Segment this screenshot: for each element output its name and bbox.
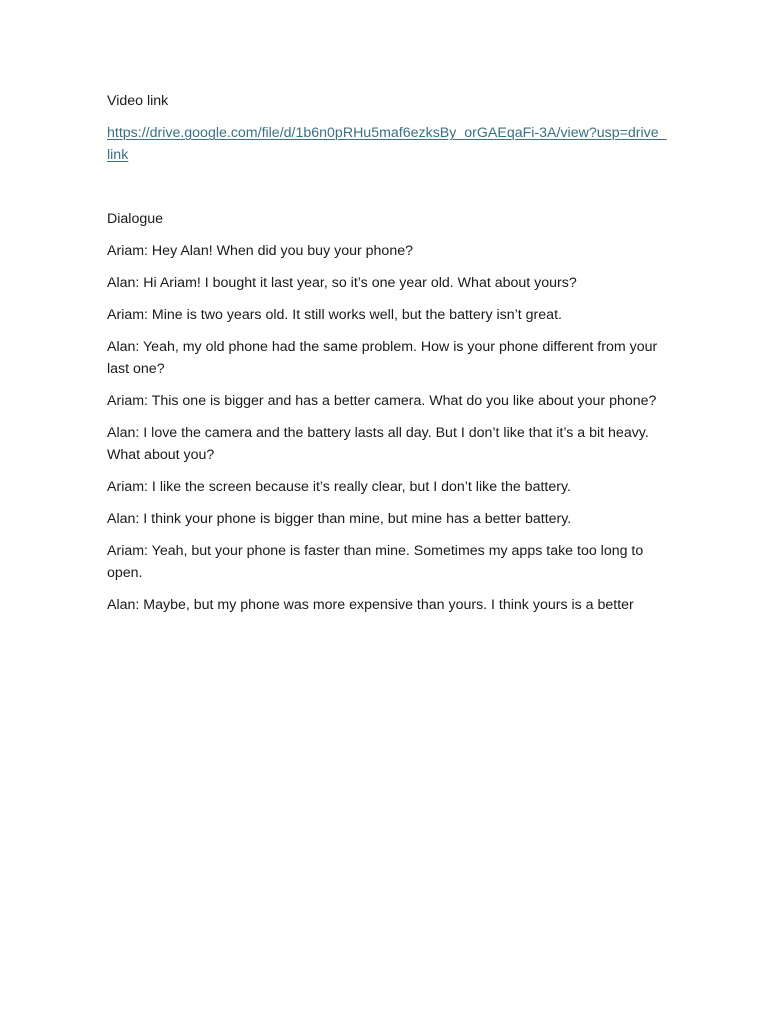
dialogue-line: Ariam: This one is bigger and has a better camera. What do you like about your phone? bbox=[107, 393, 657, 409]
document-content bbox=[107, 90, 667, 626]
dialogue-line: Alan: I think your phone is bigger than mine, but mine has a better battery. bbox=[107, 511, 572, 527]
video-link-label: Video link bbox=[107, 93, 169, 109]
dialogue-line: Ariam: Mine is two years old. It still works well, but the battery isn’t great. bbox=[107, 307, 562, 323]
dialogue-title: Dialogue bbox=[107, 211, 164, 227]
dialogue-line: Alan: I love the camera and the battery lasts all day. But I don’t like that it’s a bit heavy. What about you? bbox=[107, 425, 649, 463]
dialogue-line: Ariam: Yeah, but your phone is faster than mine. Sometimes my apps take too long to open. bbox=[107, 543, 644, 581]
video-link[interactable]: https://drive.google.com/file/d/1b6n0pRHu5maf6ezksBy_orGAEqaFi-3A/view?usp=drive_link bbox=[107, 125, 667, 163]
dialogue-line: Ariam: I like the screen because it’s really clear, but I don’t like the battery. bbox=[107, 479, 571, 495]
dialogue-line: Alan: Hi Ariam! I bought it last year, so it’s one year old. What about yours? bbox=[107, 275, 577, 291]
dialogue-line: Alan: Yeah, my old phone had the same problem. How is your phone different from your last one? bbox=[107, 339, 658, 377]
dialogue-line: Ariam: Hey Alan! When did you buy your phone? bbox=[107, 243, 413, 259]
dialogue-line: Alan: Maybe, but my phone was more expensive than yours. I think yours is a better bbox=[107, 597, 634, 613]
